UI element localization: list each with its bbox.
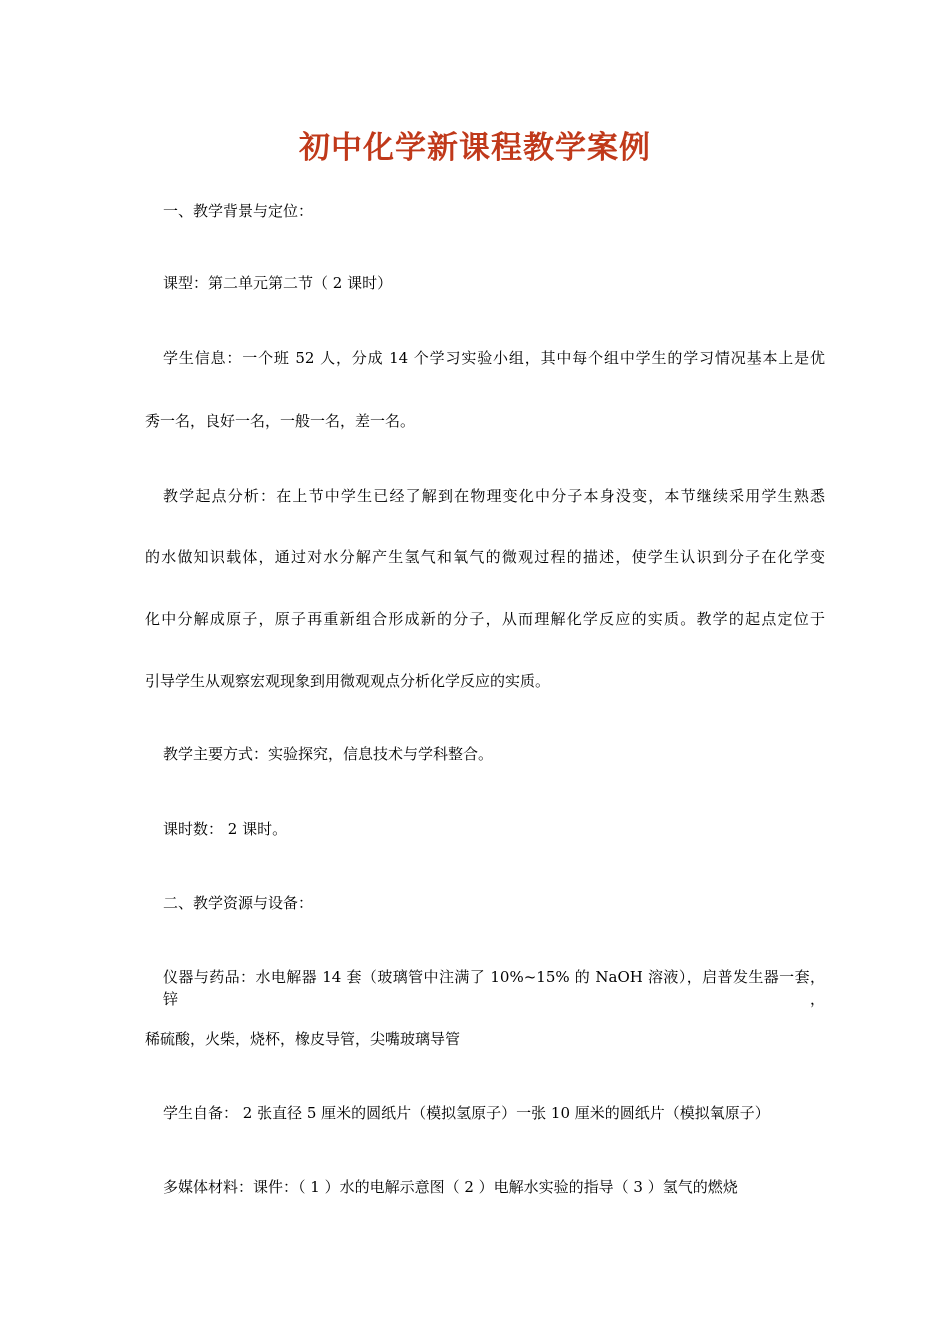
document-title: 初中化学新课程教学案例 — [299, 130, 651, 166]
paragraph-multimedia: 多媒体材料：课件：（ 1 ）水的电解示意图（ 2 ）电解水实验的指导（ 3 ）氢气的燃烧 — [163, 1178, 738, 1196]
paragraph-starting-point-line-4: 引导学生从观察宏观现象到用微观观点分析化学反应的实质。 — [145, 672, 551, 690]
section-heading-background: 一、教学背景与定位： — [163, 202, 314, 220]
paragraph-starting-point-line-2: 的水做知识载体，通过对水分解产生氢气和氧气的微观过程的描述，使学生认识到分子在化学变 — [145, 548, 825, 566]
paragraph-class-hours: 课时数： 2 课时。 — [163, 820, 288, 838]
paragraph-student-materials: 学生自备： 2 张直径 5 厘米的圆纸片（模拟氢原子）一张 10 厘米的圆纸片（模拟氧原子） — [163, 1104, 770, 1122]
section-heading-resources: 二、教学资源与设备： — [163, 894, 314, 912]
paragraph-teaching-method: 教学主要方式：实验探究，信息技术与学科整合。 — [163, 745, 494, 763]
paragraph-student-info-line-1: 学生信息：一个班 52 人，分成 14 个学习实验小组，其中每个组中学生的学习情况基本上是优 — [163, 349, 825, 367]
paragraph-starting-point-line-3: 化中分解成原子，原子再重新组合形成新的分子，从而理解化学反应的实质。教学的起点定位于 — [145, 610, 825, 628]
paragraph-instruments-line-2: 稀硫酸，火柴，烧杯，橡皮导管，尖嘴玻璃导管 — [145, 1030, 461, 1048]
paragraph-instruments-line-1: 仪器与药品：水电解器 14 套（玻璃管中注满了 10%~15% 的 NaOH 溶液），启普发生器一套，锌， — [163, 968, 825, 1008]
paragraph-student-info-line-2: 秀一名，良好一名，一般一名，差一名。 — [145, 412, 416, 430]
paragraph-lesson-type: 课型：第二单元第二节（ 2 课时） — [163, 274, 393, 292]
paragraph-starting-point-line-1: 教学起点分析：在上节中学生已经了解到在物理变化中分子本身没变，本节继续采用学生熟悉 — [163, 487, 825, 505]
